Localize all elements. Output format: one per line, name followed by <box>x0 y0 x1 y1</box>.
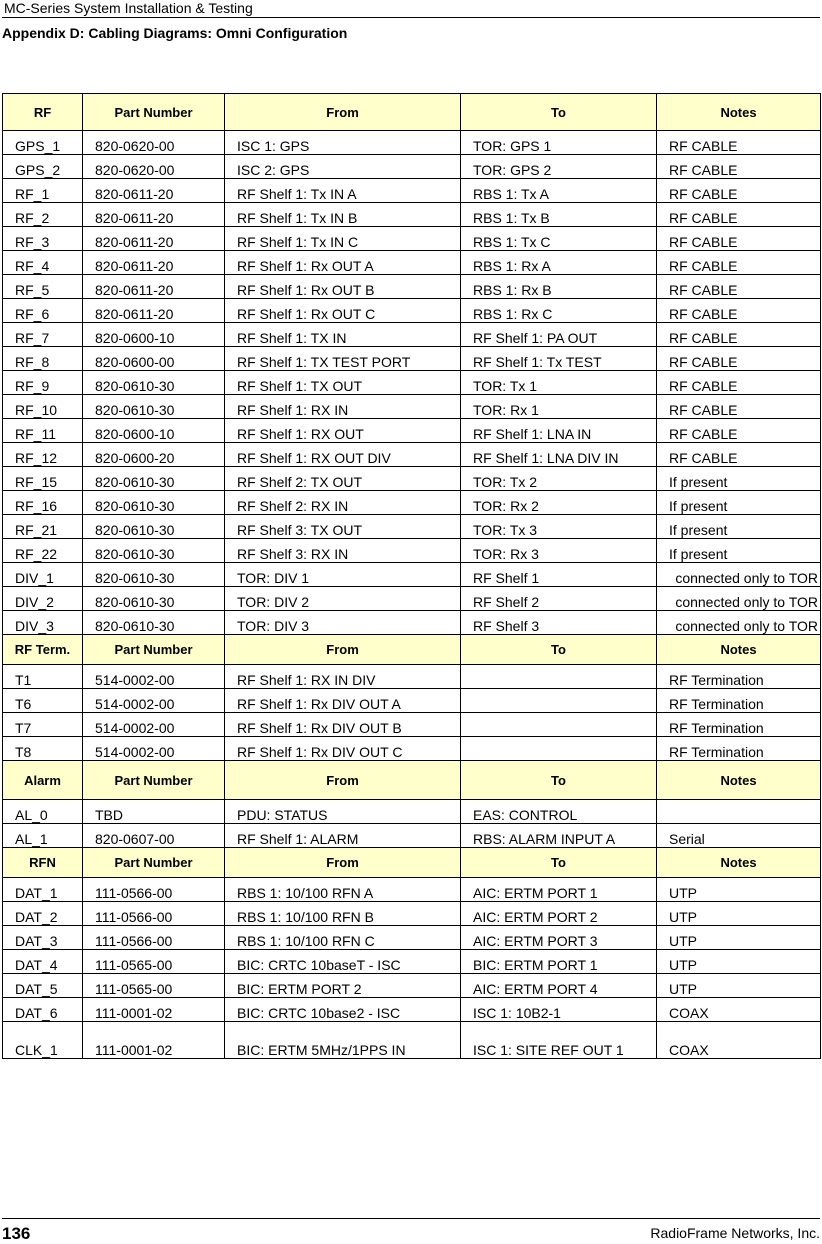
cell-from: RF Shelf 1: RX OUT DIV <box>225 443 461 467</box>
cell-part-number: TBD <box>83 800 225 824</box>
cell-to: RBS 1: Tx A <box>461 179 657 203</box>
cell-part-number: 820-0611-20 <box>83 275 225 299</box>
cell-notes: RF CABLE <box>657 371 821 395</box>
cell-notes: UTP <box>657 926 821 950</box>
cell-from: RF Shelf 1: Rx OUT B <box>225 275 461 299</box>
cell-notes: RF CABLE <box>657 443 821 467</box>
cabling-table <box>2 93 821 1059</box>
cell-part-number: 820-0620-00 <box>83 155 225 179</box>
cell-to: RBS 1: Tx C <box>461 227 657 251</box>
cell-notes: COAX <box>657 998 821 1022</box>
cell-to <box>461 689 657 713</box>
cell-id: T6 <box>3 689 83 713</box>
cell-to: TOR: Rx 2 <box>461 491 657 515</box>
cell-from: RF Shelf 1: RX IN <box>225 395 461 419</box>
table-row <box>3 1022 821 1059</box>
cell-notes: RF CABLE <box>657 155 821 179</box>
cell-notes: RF CABLE <box>657 395 821 419</box>
cell-from: RF Shelf 3: TX OUT <box>225 515 461 539</box>
cell-id: RF_10 <box>3 395 83 419</box>
cell-to: BIC: ERTM PORT 1 <box>461 950 657 974</box>
table-row <box>3 998 821 1022</box>
table-row <box>3 227 821 251</box>
cell-notes: If present <box>657 491 821 515</box>
cell-part-number: 820-0610-30 <box>83 611 225 635</box>
table-row <box>3 323 821 347</box>
cell-from: RF Shelf 1: Rx DIV OUT C <box>225 737 461 761</box>
cell-part-number: 111-0565-00 <box>83 974 225 998</box>
cell-from: RF Shelf 1: Tx IN B <box>225 203 461 227</box>
cell-from: ISC 1: GPS <box>225 131 461 155</box>
cell-notes: RF Termination <box>657 713 821 737</box>
cell-part-number: 820-0610-30 <box>83 467 225 491</box>
cell-part-number: 111-0001-02 <box>83 998 225 1022</box>
cell-notes: connected only to TOR <box>657 563 821 587</box>
cell-notes: RF Termination <box>657 689 821 713</box>
cell-from: BIC: CRTC 10base2 - ISC <box>225 998 461 1022</box>
cell-notes: RF CABLE <box>657 347 821 371</box>
column-header-part-number: Part Number <box>83 761 225 800</box>
table-row <box>3 347 821 371</box>
cell-part-number: 820-0611-20 <box>83 203 225 227</box>
cell-from: BIC: ERTM 5MHz/1PPS IN <box>225 1022 461 1059</box>
cell-part-number: 820-0610-30 <box>83 395 225 419</box>
cell-part-number: 514-0002-00 <box>83 737 225 761</box>
cell-id: DIV_1 <box>3 563 83 587</box>
cell-id: RF_11 <box>3 419 83 443</box>
cell-to: TOR: Tx 1 <box>461 371 657 395</box>
cell-to: TOR: GPS 2 <box>461 155 657 179</box>
cell-part-number: 820-0610-30 <box>83 587 225 611</box>
cell-to: TOR: Tx 2 <box>461 467 657 491</box>
cell-id: AL_1 <box>3 824 83 848</box>
table-row <box>3 419 821 443</box>
cell-id: DIV_2 <box>3 587 83 611</box>
table-row <box>3 299 821 323</box>
cell-part-number: 820-0610-30 <box>83 563 225 587</box>
cell-from: BIC: CRTC 10baseT - ISC <box>225 950 461 974</box>
cell-from: TOR: DIV 1 <box>225 563 461 587</box>
cell-from: RBS 1: 10/100 RFN C <box>225 926 461 950</box>
table-row <box>3 491 821 515</box>
cell-to: RF Shelf 1: LNA DIV IN <box>461 443 657 467</box>
cell-notes <box>657 800 821 824</box>
column-header-notes: Notes <box>657 635 821 665</box>
cell-from: TOR: DIV 2 <box>225 587 461 611</box>
cell-id: RF_21 <box>3 515 83 539</box>
cell-notes: UTP <box>657 902 821 926</box>
cell-id: RF_6 <box>3 299 83 323</box>
table-row <box>3 203 821 227</box>
cell-part-number: 820-0610-30 <box>83 539 225 563</box>
cell-to: RF Shelf 3 <box>461 611 657 635</box>
cell-from: RF Shelf 2: TX OUT <box>225 467 461 491</box>
cell-from: RBS 1: 10/100 RFN A <box>225 878 461 902</box>
table-row <box>3 179 821 203</box>
cell-to: RBS 1: Rx A <box>461 251 657 275</box>
cell-part-number: 820-0611-20 <box>83 179 225 203</box>
cell-id: RF_15 <box>3 467 83 491</box>
column-header-notes: Notes <box>657 94 821 131</box>
cell-part-number: 820-0600-00 <box>83 347 225 371</box>
cell-from: RF Shelf 1: Tx IN C <box>225 227 461 251</box>
column-header-to: To <box>461 635 657 665</box>
table-row <box>3 974 821 998</box>
table-row <box>3 689 821 713</box>
cell-id: RF_8 <box>3 347 83 371</box>
column-header-id: RF <box>3 94 83 131</box>
cell-part-number: 111-0566-00 <box>83 902 225 926</box>
table-row <box>3 251 821 275</box>
appendix-title: Appendix D: Cabling Diagrams: Omni Configuration <box>2 25 348 41</box>
cell-to: RF Shelf 2 <box>461 587 657 611</box>
column-header-from: From <box>225 635 461 665</box>
cell-id: T7 <box>3 713 83 737</box>
cell-to: AIC: ERTM PORT 4 <box>461 974 657 998</box>
cell-part-number: 820-0610-30 <box>83 491 225 515</box>
cell-from: RF Shelf 3: RX IN <box>225 539 461 563</box>
table-row <box>3 539 821 563</box>
cell-notes: COAX <box>657 1022 821 1059</box>
column-header-to: To <box>461 94 657 131</box>
cell-from: TOR: DIV 3 <box>225 611 461 635</box>
table-row <box>3 467 821 491</box>
cell-from: RF Shelf 1: Rx OUT C <box>225 299 461 323</box>
cell-part-number: 514-0002-00 <box>83 689 225 713</box>
table-row <box>3 800 821 824</box>
cell-part-number: 820-0600-20 <box>83 443 225 467</box>
table-row <box>3 155 821 179</box>
table-row <box>3 563 821 587</box>
cell-notes: Serial <box>657 824 821 848</box>
column-header-part-number: Part Number <box>83 94 225 131</box>
cell-notes: connected only to TOR <box>657 611 821 635</box>
column-header-from: From <box>225 848 461 878</box>
cell-id: RF_2 <box>3 203 83 227</box>
cell-to: RBS 1: Rx B <box>461 275 657 299</box>
cell-id: RF_3 <box>3 227 83 251</box>
cell-notes: RF CABLE <box>657 299 821 323</box>
cell-id: DAT_5 <box>3 974 83 998</box>
footer-rule <box>2 1218 820 1219</box>
cell-part-number: 514-0002-00 <box>83 713 225 737</box>
cell-to <box>461 737 657 761</box>
cell-notes: RF CABLE <box>657 251 821 275</box>
rf-term-header-row <box>3 635 821 665</box>
rfn-header-row <box>3 848 821 878</box>
cell-to <box>461 665 657 689</box>
cell-notes: If present <box>657 515 821 539</box>
cell-part-number: 820-0610-30 <box>83 515 225 539</box>
cell-notes: connected only to TOR <box>657 587 821 611</box>
table-row <box>3 926 821 950</box>
cell-id: T8 <box>3 737 83 761</box>
cell-from: RF Shelf 1: RX IN DIV <box>225 665 461 689</box>
cell-id: T1 <box>3 665 83 689</box>
cell-id: RF_22 <box>3 539 83 563</box>
cell-notes: UTP <box>657 878 821 902</box>
table-row <box>3 950 821 974</box>
table-row <box>3 737 821 761</box>
cell-to: TOR: Rx 1 <box>461 395 657 419</box>
cell-id: RF_9 <box>3 371 83 395</box>
cell-id: DIV_3 <box>3 611 83 635</box>
cell-to: RF Shelf 1: Tx TEST <box>461 347 657 371</box>
cell-part-number: 111-0001-02 <box>83 1022 225 1059</box>
cell-to: RF Shelf 1: LNA IN <box>461 419 657 443</box>
cell-id: GPS_1 <box>3 131 83 155</box>
cell-part-number: 111-0565-00 <box>83 950 225 974</box>
cell-from: RF Shelf 1: RX OUT <box>225 419 461 443</box>
cell-id: RF_1 <box>3 179 83 203</box>
cell-id: RF_16 <box>3 491 83 515</box>
cell-notes: RF Termination <box>657 737 821 761</box>
table-row <box>3 371 821 395</box>
cell-from: BIC: ERTM PORT 2 <box>225 974 461 998</box>
cell-part-number: 111-0566-00 <box>83 926 225 950</box>
cell-notes: RF Termination <box>657 665 821 689</box>
column-header-id: Alarm <box>3 761 83 800</box>
cell-to: AIC: ERTM PORT 1 <box>461 878 657 902</box>
cell-part-number: 820-0607-00 <box>83 824 225 848</box>
cell-id: RF_5 <box>3 275 83 299</box>
document-title: MC-Series System Installation & Testing <box>4 0 253 16</box>
cell-to: ISC 1: SITE REF OUT 1 <box>461 1022 657 1059</box>
cell-from: RF Shelf 1: ALARM <box>225 824 461 848</box>
column-header-to: To <box>461 848 657 878</box>
cabling-table-body <box>3 94 821 1059</box>
cell-from: RF Shelf 1: Tx IN A <box>225 179 461 203</box>
column-header-to: To <box>461 761 657 800</box>
cell-to: RBS: ALARM INPUT A <box>461 824 657 848</box>
cell-part-number: 820-0611-20 <box>83 251 225 275</box>
cell-id: RF_7 <box>3 323 83 347</box>
cell-to: RF Shelf 1: PA OUT <box>461 323 657 347</box>
column-header-part-number: Part Number <box>83 635 225 665</box>
cell-from: ISC 2: GPS <box>225 155 461 179</box>
table-row <box>3 665 821 689</box>
cell-to: ISC 1: 10B2-1 <box>461 998 657 1022</box>
table-row <box>3 824 821 848</box>
cell-to: RBS 1: Tx B <box>461 203 657 227</box>
cell-id: RF_12 <box>3 443 83 467</box>
cell-notes: UTP <box>657 974 821 998</box>
cell-notes: RF CABLE <box>657 419 821 443</box>
cell-to: TOR: GPS 1 <box>461 131 657 155</box>
column-header-id: RFN <box>3 848 83 878</box>
cell-part-number: 514-0002-00 <box>83 665 225 689</box>
cell-id: DAT_1 <box>3 878 83 902</box>
cell-notes: RF CABLE <box>657 179 821 203</box>
table-row <box>3 878 821 902</box>
table-row <box>3 131 821 155</box>
cell-notes: RF CABLE <box>657 227 821 251</box>
page-header <box>2 0 820 41</box>
cell-part-number: 111-0566-00 <box>83 878 225 902</box>
table-row <box>3 713 821 737</box>
cell-id: CLK_1 <box>3 1022 83 1059</box>
cell-notes: UTP <box>657 950 821 974</box>
column-header-part-number: Part Number <box>83 848 225 878</box>
cell-from: PDU: STATUS <box>225 800 461 824</box>
cell-part-number: 820-0600-10 <box>83 323 225 347</box>
cell-from: RBS 1: 10/100 RFN B <box>225 902 461 926</box>
cell-part-number: 820-0620-00 <box>83 131 225 155</box>
cell-from: RF Shelf 1: Rx DIV OUT A <box>225 689 461 713</box>
cell-to: EAS: CONTROL <box>461 800 657 824</box>
cell-notes: RF CABLE <box>657 323 821 347</box>
cell-to: AIC: ERTM PORT 2 <box>461 902 657 926</box>
cell-notes: RF CABLE <box>657 275 821 299</box>
alarm-header-row <box>3 761 821 800</box>
cell-part-number: 820-0600-10 <box>83 419 225 443</box>
cell-to <box>461 713 657 737</box>
column-header-from: From <box>225 94 461 131</box>
cell-part-number: 820-0611-20 <box>83 299 225 323</box>
cell-to: RF Shelf 1 <box>461 563 657 587</box>
cell-id: DAT_2 <box>3 902 83 926</box>
cell-id: GPS_2 <box>3 155 83 179</box>
cell-notes: If present <box>657 467 821 491</box>
column-header-id: RF Term. <box>3 635 83 665</box>
cell-id: DAT_3 <box>3 926 83 950</box>
column-header-notes: Notes <box>657 848 821 878</box>
cell-to: RBS 1: Rx C <box>461 299 657 323</box>
company-name: RadioFrame Networks, Inc. <box>650 1225 820 1241</box>
cell-notes: If present <box>657 539 821 563</box>
cell-from: RF Shelf 1: TX IN <box>225 323 461 347</box>
cell-notes: RF CABLE <box>657 131 821 155</box>
cell-to: TOR: Rx 3 <box>461 539 657 563</box>
table-row <box>3 443 821 467</box>
table-row <box>3 275 821 299</box>
cell-id: AL_0 <box>3 800 83 824</box>
cell-id: DAT_4 <box>3 950 83 974</box>
cell-from: RF Shelf 1: TX TEST PORT <box>225 347 461 371</box>
cell-from: RF Shelf 2: RX IN <box>225 491 461 515</box>
cell-id: DAT_6 <box>3 998 83 1022</box>
page-footer <box>2 1218 820 1243</box>
column-header-from: From <box>225 761 461 800</box>
page-number: 136 <box>2 1224 31 1243</box>
cell-part-number: 820-0610-30 <box>83 371 225 395</box>
header-rule <box>2 17 820 18</box>
table-row <box>3 902 821 926</box>
cell-to: TOR: Tx 3 <box>461 515 657 539</box>
table-row <box>3 515 821 539</box>
cell-from: RF Shelf 1: TX OUT <box>225 371 461 395</box>
cell-to: AIC: ERTM PORT 3 <box>461 926 657 950</box>
cell-from: RF Shelf 1: Rx OUT A <box>225 251 461 275</box>
cell-part-number: 820-0611-20 <box>83 227 225 251</box>
table-row <box>3 611 821 635</box>
cell-notes: RF CABLE <box>657 203 821 227</box>
rf-header-row <box>3 94 821 131</box>
column-header-notes: Notes <box>657 761 821 800</box>
cell-from: RF Shelf 1: Rx DIV OUT B <box>225 713 461 737</box>
table-row <box>3 587 821 611</box>
cell-id: RF_4 <box>3 251 83 275</box>
table-row <box>3 395 821 419</box>
